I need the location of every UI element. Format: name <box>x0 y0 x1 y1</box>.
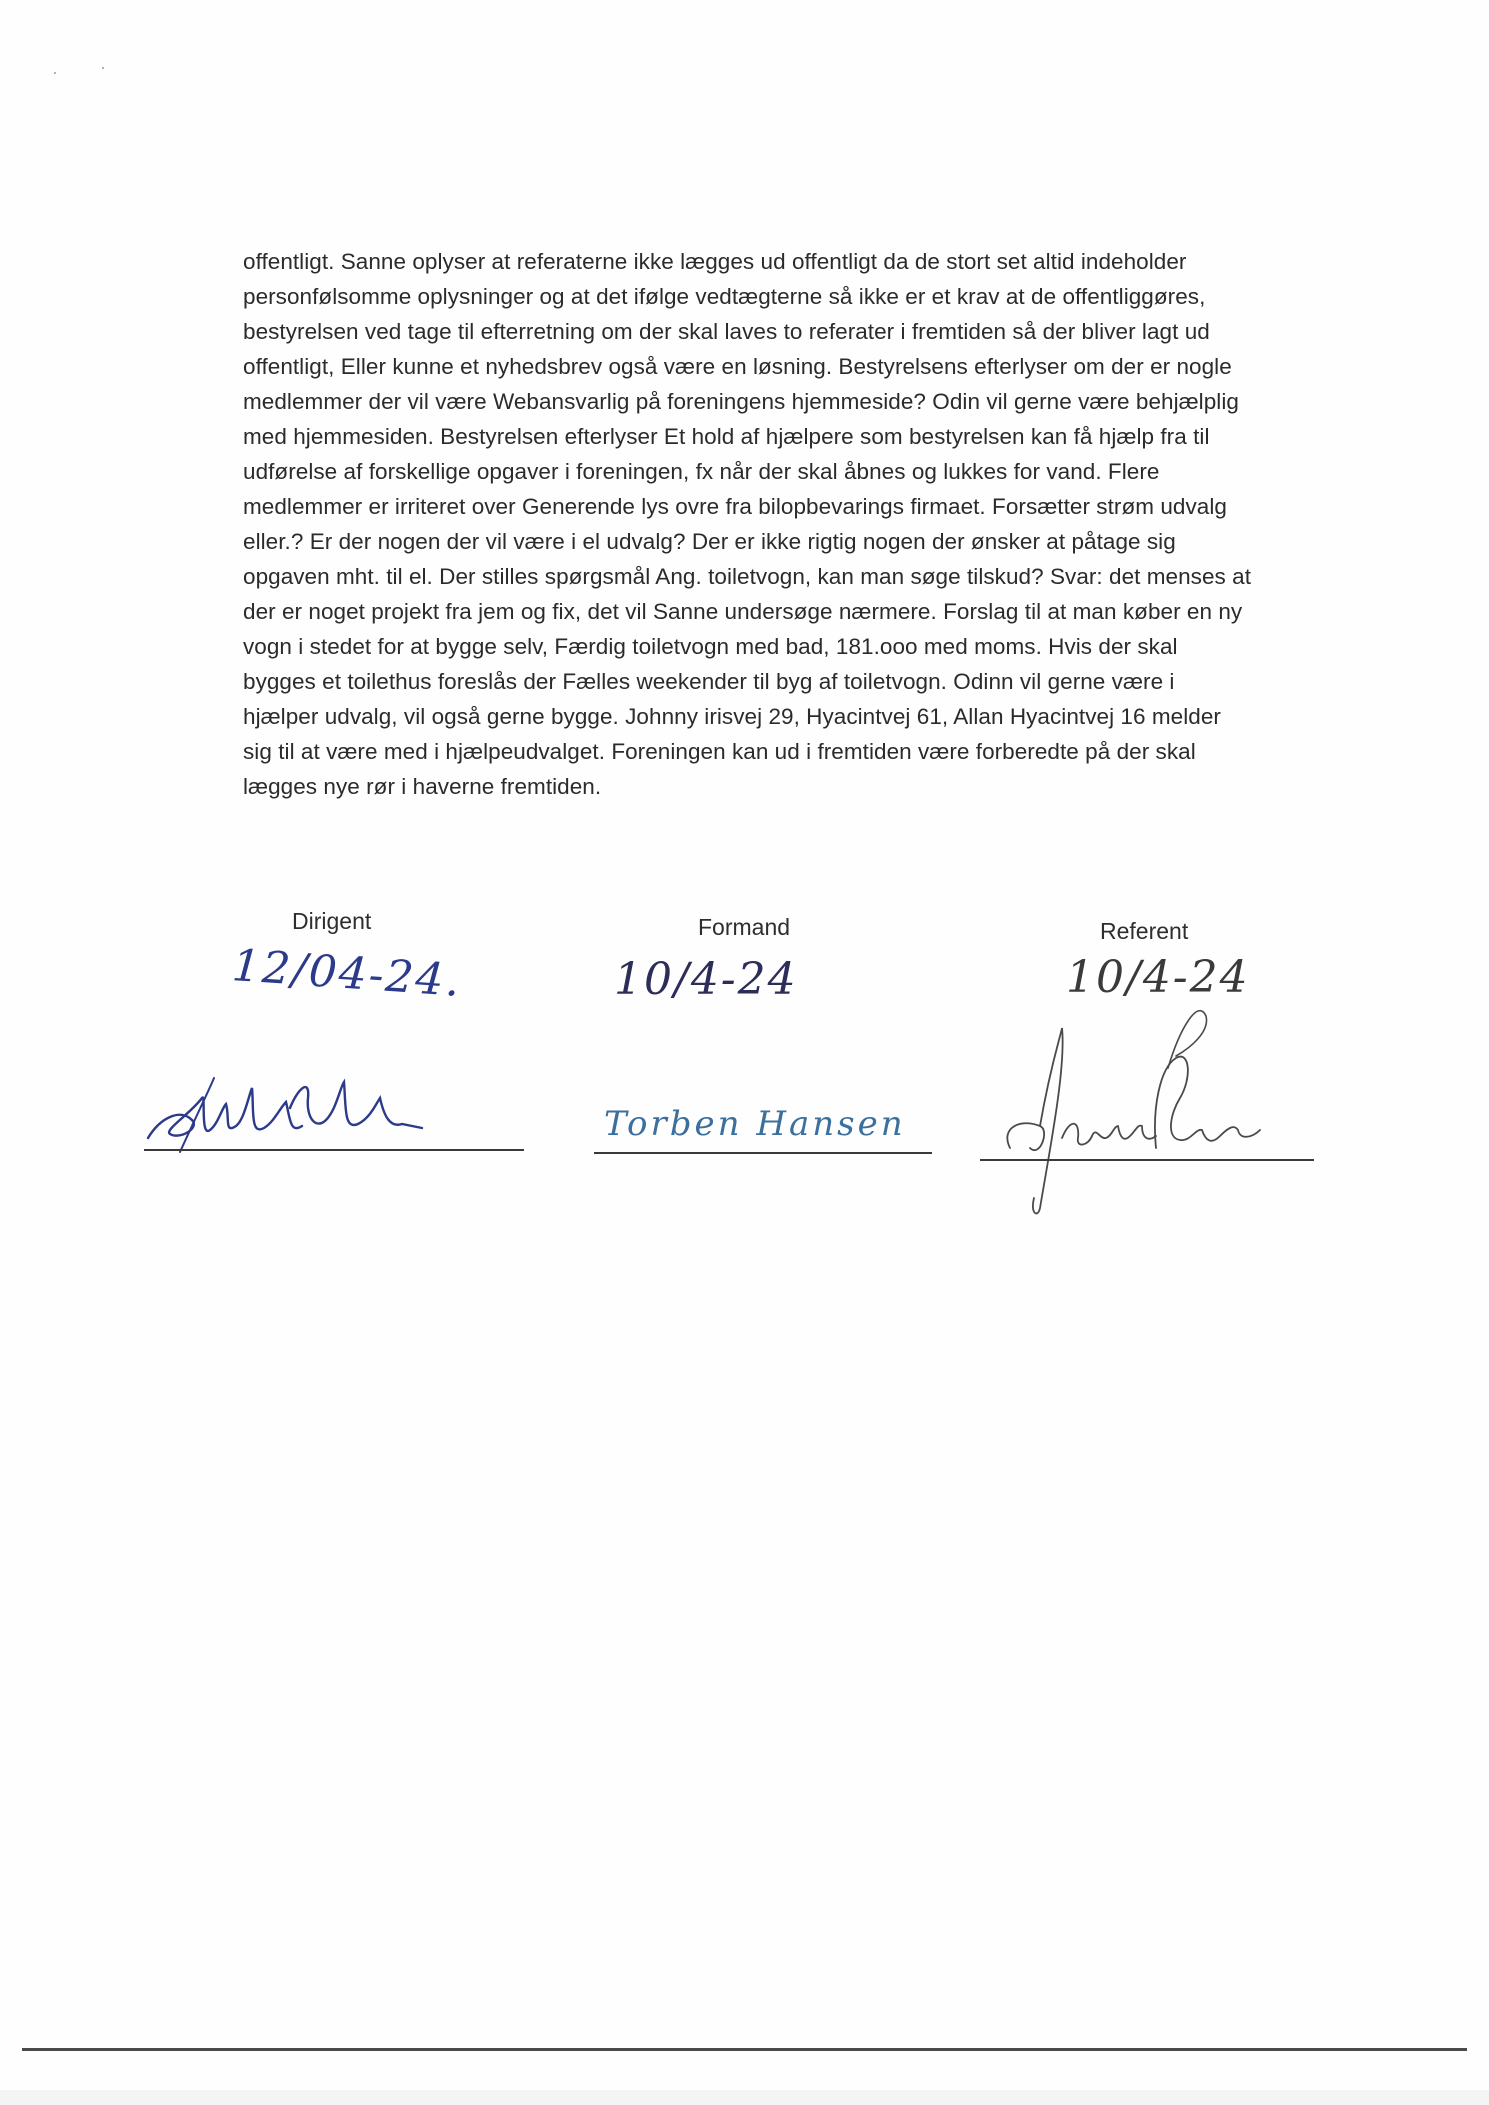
signature-role-referent: Referent <box>1100 918 1189 944</box>
body-line: medlemmer er irriteret over Generende lys ovre fra bilopbevarings firmaet. Forsætter strøm udvalg <box>243 494 1227 519</box>
signature-date-dirigent: 12/04-24. <box>230 940 464 1007</box>
body-line: offentligt. Sanne oplyser at referaterne ikke lægges ud offentligt da de stort set altid indeholder <box>243 249 1187 274</box>
scan-bottom-shade <box>0 2090 1489 2105</box>
body-line: bestyrelsen ved tage til efterretning om der skal laves to referater i fremtiden så der bliver lagt ud <box>243 319 1210 344</box>
signature-line-dirigent <box>144 1149 524 1151</box>
body-line: hjælper udvalg, vil også gerne bygge. Johnny irisvej 29, Hyacintvej 61, Allan Hyacintvej 16 melder <box>243 704 1221 729</box>
body-line: med hjemmesiden. Bestyrelsen efterlyser Et hold af hjælpere som bestyrelsen kan få hjælp fra til <box>243 424 1210 449</box>
body-line: bygges et toilethus foreslås der Fælles weekender til byg af toiletvogn. Odinn vil gerne være i <box>243 669 1175 694</box>
signature-line-formand <box>594 1152 932 1154</box>
scan-specks <box>50 64 110 80</box>
body-line: opgaven mht. til el. Der stilles spørgsmål Ang. toiletvogn, kan man søge tilskud? Svar: det menses at <box>243 564 1252 589</box>
handwritten-signature-referent <box>980 1008 1280 1228</box>
body-line: der er noget projekt fra jem og fix, det vil Sanne undersøge nærmere. Forslag til at man køber en ny <box>243 599 1243 624</box>
body-line: medlemmer der vil være Webansvarlig på foreningens hjemmeside? Odin vil gerne være behjælplig <box>243 389 1239 414</box>
signature-name-formand: Torben Hansen <box>604 1104 906 1144</box>
handwritten-signature-dirigent <box>140 1068 430 1158</box>
signature-date-formand: 10/4-24 <box>614 954 798 1005</box>
signature-role-dirigent: Dirigent <box>292 908 372 934</box>
signature-block-dirigent <box>140 908 530 1168</box>
body-line: sig til at være med i hjælpeudvalget. Foreningen kan ud i fremtiden være forberedte på der skal <box>243 739 1196 764</box>
body-line: udførelse af forskellige opgaver i foreningen, fx når der skal åbnes og lukkes for vand. Flere <box>243 459 1160 484</box>
scan-bottom-edge <box>22 2048 1467 2051</box>
signature-date-referent: 10/4-24 <box>1066 952 1250 1003</box>
body-line: vogn i stedet for at bygge selv, Færdig toiletvogn med bad, 181.ooo med moms. Hvis der skal <box>243 634 1178 659</box>
body-line: offentligt, Eller kunne et nyhedsbrev også være en løsning. Bestyrelsens efterlyser om der er nogle <box>243 354 1232 379</box>
signature-block-formand <box>590 908 950 1168</box>
body-line: personfølsomme oplysninger og at det ifølge vedtægterne så ikke er et krav at de offentliggøres, <box>243 284 1206 309</box>
minutes-body <box>243 244 1333 804</box>
body-line: eller.? Er der nogen der vil være i el udvalg? Der er ikke rigtig nogen der ønsker at påtage sig <box>243 529 1176 554</box>
body-line: lægges nye rør i haverne fremtiden. <box>243 774 602 799</box>
signature-line-referent <box>980 1159 1314 1161</box>
signature-block-referent <box>980 908 1320 1168</box>
signature-role-formand: Formand <box>698 914 791 940</box>
